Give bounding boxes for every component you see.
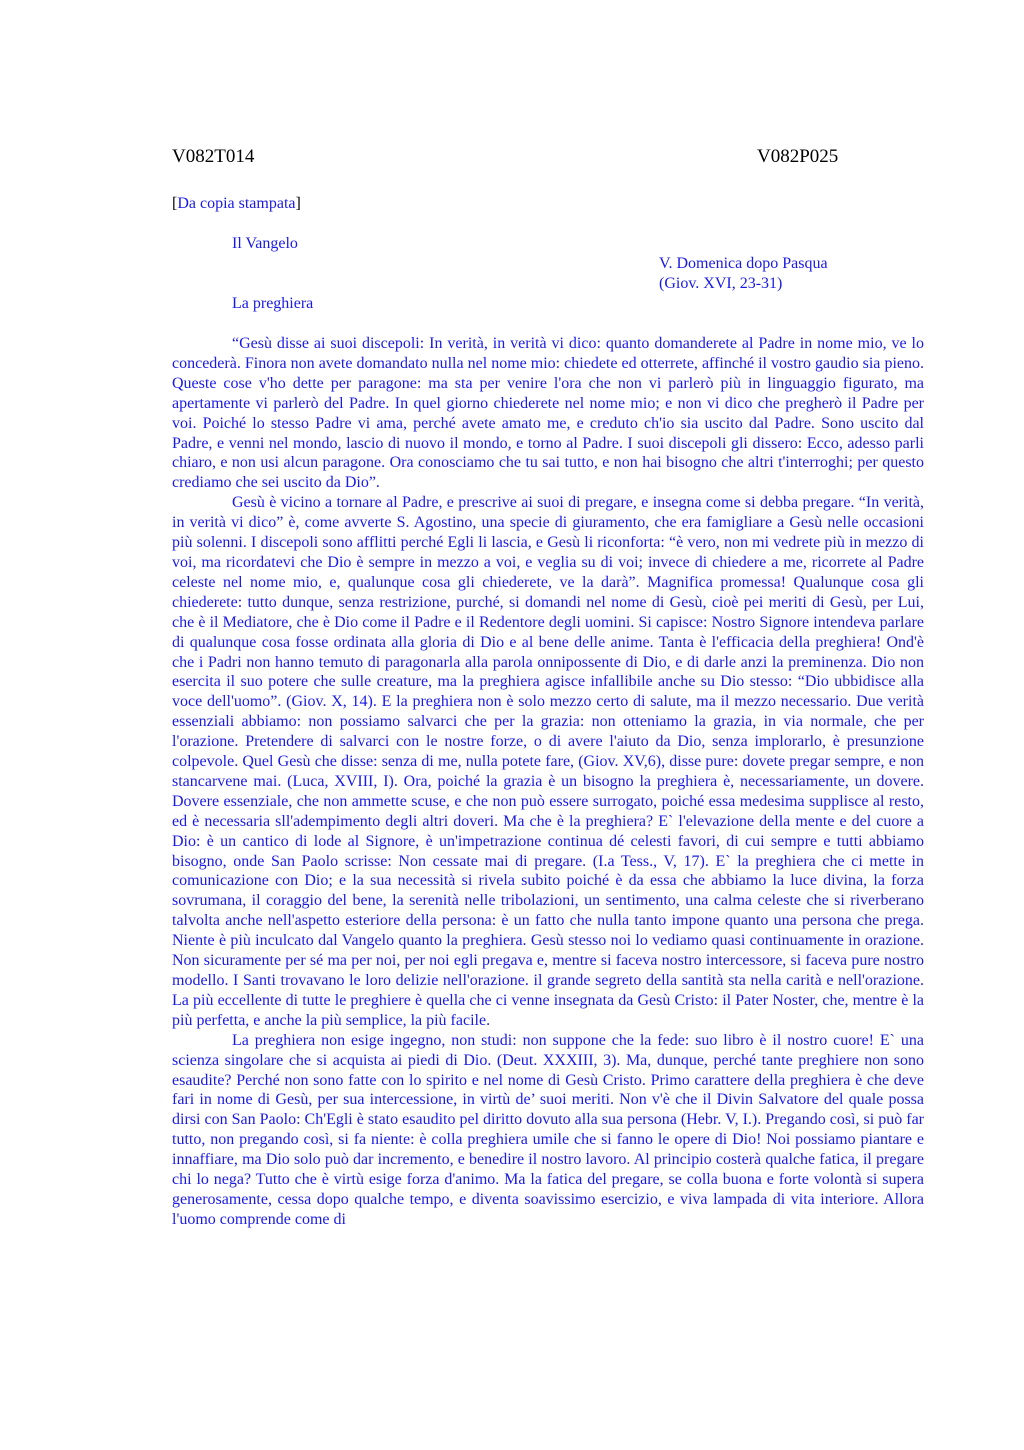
heading-reference: (Giov. XVI, 23-31) [659, 275, 783, 292]
source-bracket-open: [ [172, 195, 178, 212]
heading-occasion: V. Domenica dopo Pasqua [659, 255, 828, 272]
paragraph-commentary: Gesù è vicino a tornare al Padre, e prescrive ai suoi di pregare, e insegna come si debba pregare. “In verità, in verità vi dico” è, come avverte S. Agostino, una specie di giuramento, che era famigliare a Gesù nelle occasioni più solenni. I discepoli sono afflitti perché Egli li lascia, e Gesù li riconforta: “è vero, non mi vedrete più in mezzo di voi, ma ricordatevi che Dio è sempre in mezzo a voi, e veglia su di voi; invece di chiedere a me, ricorrete al Padre celeste nel nome mio, e, qualunque cosa gli chiederete, ve la darà”. Magnifica promessa! Qualunque cosa gli chiederete: tutto dunque, senza restrizione, purché, si domandi nel nome di Gesù, cioè pei meriti di Gesù, per Lui, che è il Mediatore, che è Dio come il Padre e il Redentore degli uomini. Si capisce: Nostro Signore intendeva parlare di qualunque cosa fosse ordinata alla gloria di Dio e al bene delle anime. Tanta è l'efficacia della preghiera! Ond'è che i Padri non hanno temuto di paragonarla alla parola onnipossente di Dio, e di darle anzi la preminenza. Dio non esercita il suo potere che sulle creature, ma la preghiera agisce infallibile anche su Dio stesso: “Dio ubbidisce alla voce dell'uomo”. (Giov. X, 14). E la preghiera non è solo mezzo certo di salute, ma il mezzo necessario. Due verità essenziali abbiamo: non possiamo salvarci che per la grazia: non otteniamo la grazia, in via normale, che per l'orazione. Pretendere di salvarci con le nostre forze, o di avere l'aiuto da Dio, senza implorarlo, è presunzione colpevole. Quel Gesù che disse: senza di me, nulla potete fare, (Giov. XV,6), disse pure: dovete pregar sempre, e non stancarvene mai. (Luca, XVIII, I). Ora, poiché la grazia è un bisogno la preghiera è, necessariamente, un dovere. Dovere essenziale, che non ammette scuse, e che non può essere surrogato, poiché essa medesima supplisce al resto, ed è necessaria sll'adempimento degli altri doveri. Ma che è la preghiera? E` l'elevazione della mente e del cuore a Dio: è un cantico di lode al Signore, è un'impetrazione continua dé celesti favori, di cui sempre e tutti abbiamo bisogno, onde San Paolo scrisse: Non cessate mai di pregare. (I.a Tess., V, 17). E` la preghiera che ci mette in comunicazione con Dio; e la sua necessità si rivela subito poiché è da essa che abbiamo la luce divina, la forza sovrumana, il coraggio del bene, la serenità nelle tribolazioni, un sentimento, una calma celeste che si riverberano talvolta anche nell'aspetto esteriore della persona: è un fatto che nulla tanto impone quanto una persona che prega. Niente è più inculcato dal Vangelo quanto la preghiera. Gesù stesso noi lo vediamo quasi continuamente in orazione. Non sicuramente per sé ma per noi, per noi egli pregava e, mentre si faceva nostro intercessore, si faceva pure nostro modello. I Santi trovavano le loro delizie nell'orazione. il grande segreto della santità sta nella carità e nell'orazione. La più eccellente di tutte le preghiere è quella che ci venne insegnata da Gesù Cristo: il Pater Noster, che, mentre è la più perfetta, e anche la più semplice, la più facile. [172, 494, 924, 1029]
heading-vangelo: Il Vangelo [232, 235, 298, 252]
document-code-left: V082T014 [172, 146, 255, 167]
source-bracket-close: ] [295, 195, 301, 212]
document-body [172, 334, 924, 1230]
heading-subject: La preghiera [232, 295, 314, 312]
paragraph-gospel-quote: “Gesù disse ai suoi discepoli: In verità, in verità vi dico: quanto domanderete al Padre in nome mio, ve lo concederà. Finora non avete domandato nulla nel nome mio: chiedete ed otterrete, affinché il vostro gaudio sia pieno. Queste cose v'ho dette per paragone: ma sta per venire l'ora che non vi parlerò più in linguaggio figurato, ma apertamente vi parlerò del Padre. In quel giorno chiederete nel nome mio; e non vi dico che pregherò il Padre per voi. Poiché lo stesso Padre vi ama, perché avete amato me, e creduto ch'io sia uscito dal Padre. Sono uscito dal Padre, e venni nel mondo, lascio di nuovo il mondo, e torno al Padre. I suoi discepoli gli dissero: Ecco, adesso parli chiaro, e non usi alcun paragone. Ora conosciamo che tu sai tutto, e non hai bisogno che altri t'interroghi; per questo crediamo che sei uscito da Dio”. [172, 335, 924, 492]
paragraph-prayer: La preghiera non esige ingegno, non studi: non suppone che la fede: suo libro è il nostro cuore! E` una scienza singolare che si acquista ai piedi di Dio. (Deut. XXXIII, 3). Ma, dunque, perché tante preghiere non sono esaudite? Perché non sono fatte con lo spirito e nel nome di Gesù Cristo. Primo carattere della preghiera è che deve fari in nome di Gesù, per sua intercessione, in virtù de’ suoi meriti. Non v'è che il Divin Salvatore del quale possa dirsi con San Paolo: Ch'Egli è stato esaudito pel diritto dovuto alla sua persona (Hebr. V, I.). Pregando così, si può far tutto, non pregando così, si fa niente: è colla preghiera umile che si fanno le opere di Dio! Noi possiamo piantare e innaffiare, ma Dio solo può dar incremento, e benedire il nostro lavoro. Al principio costerà qualche fatica, il pregare chi lo nega? Tutto che è virtù esige forza d'animo. Ma la fatica del pregare, se colla buona e forte volontà si supera generosamente, cessa dopo qualche tempo, e diventa soavissimo esercizio, e viva lampada di vita interiore. Allora l'uomo comprende come di [172, 1031, 924, 1228]
source-note [172, 194, 301, 214]
source-text: Da copia stampata [177, 195, 296, 212]
document-code-right: V082P025 [757, 146, 839, 167]
